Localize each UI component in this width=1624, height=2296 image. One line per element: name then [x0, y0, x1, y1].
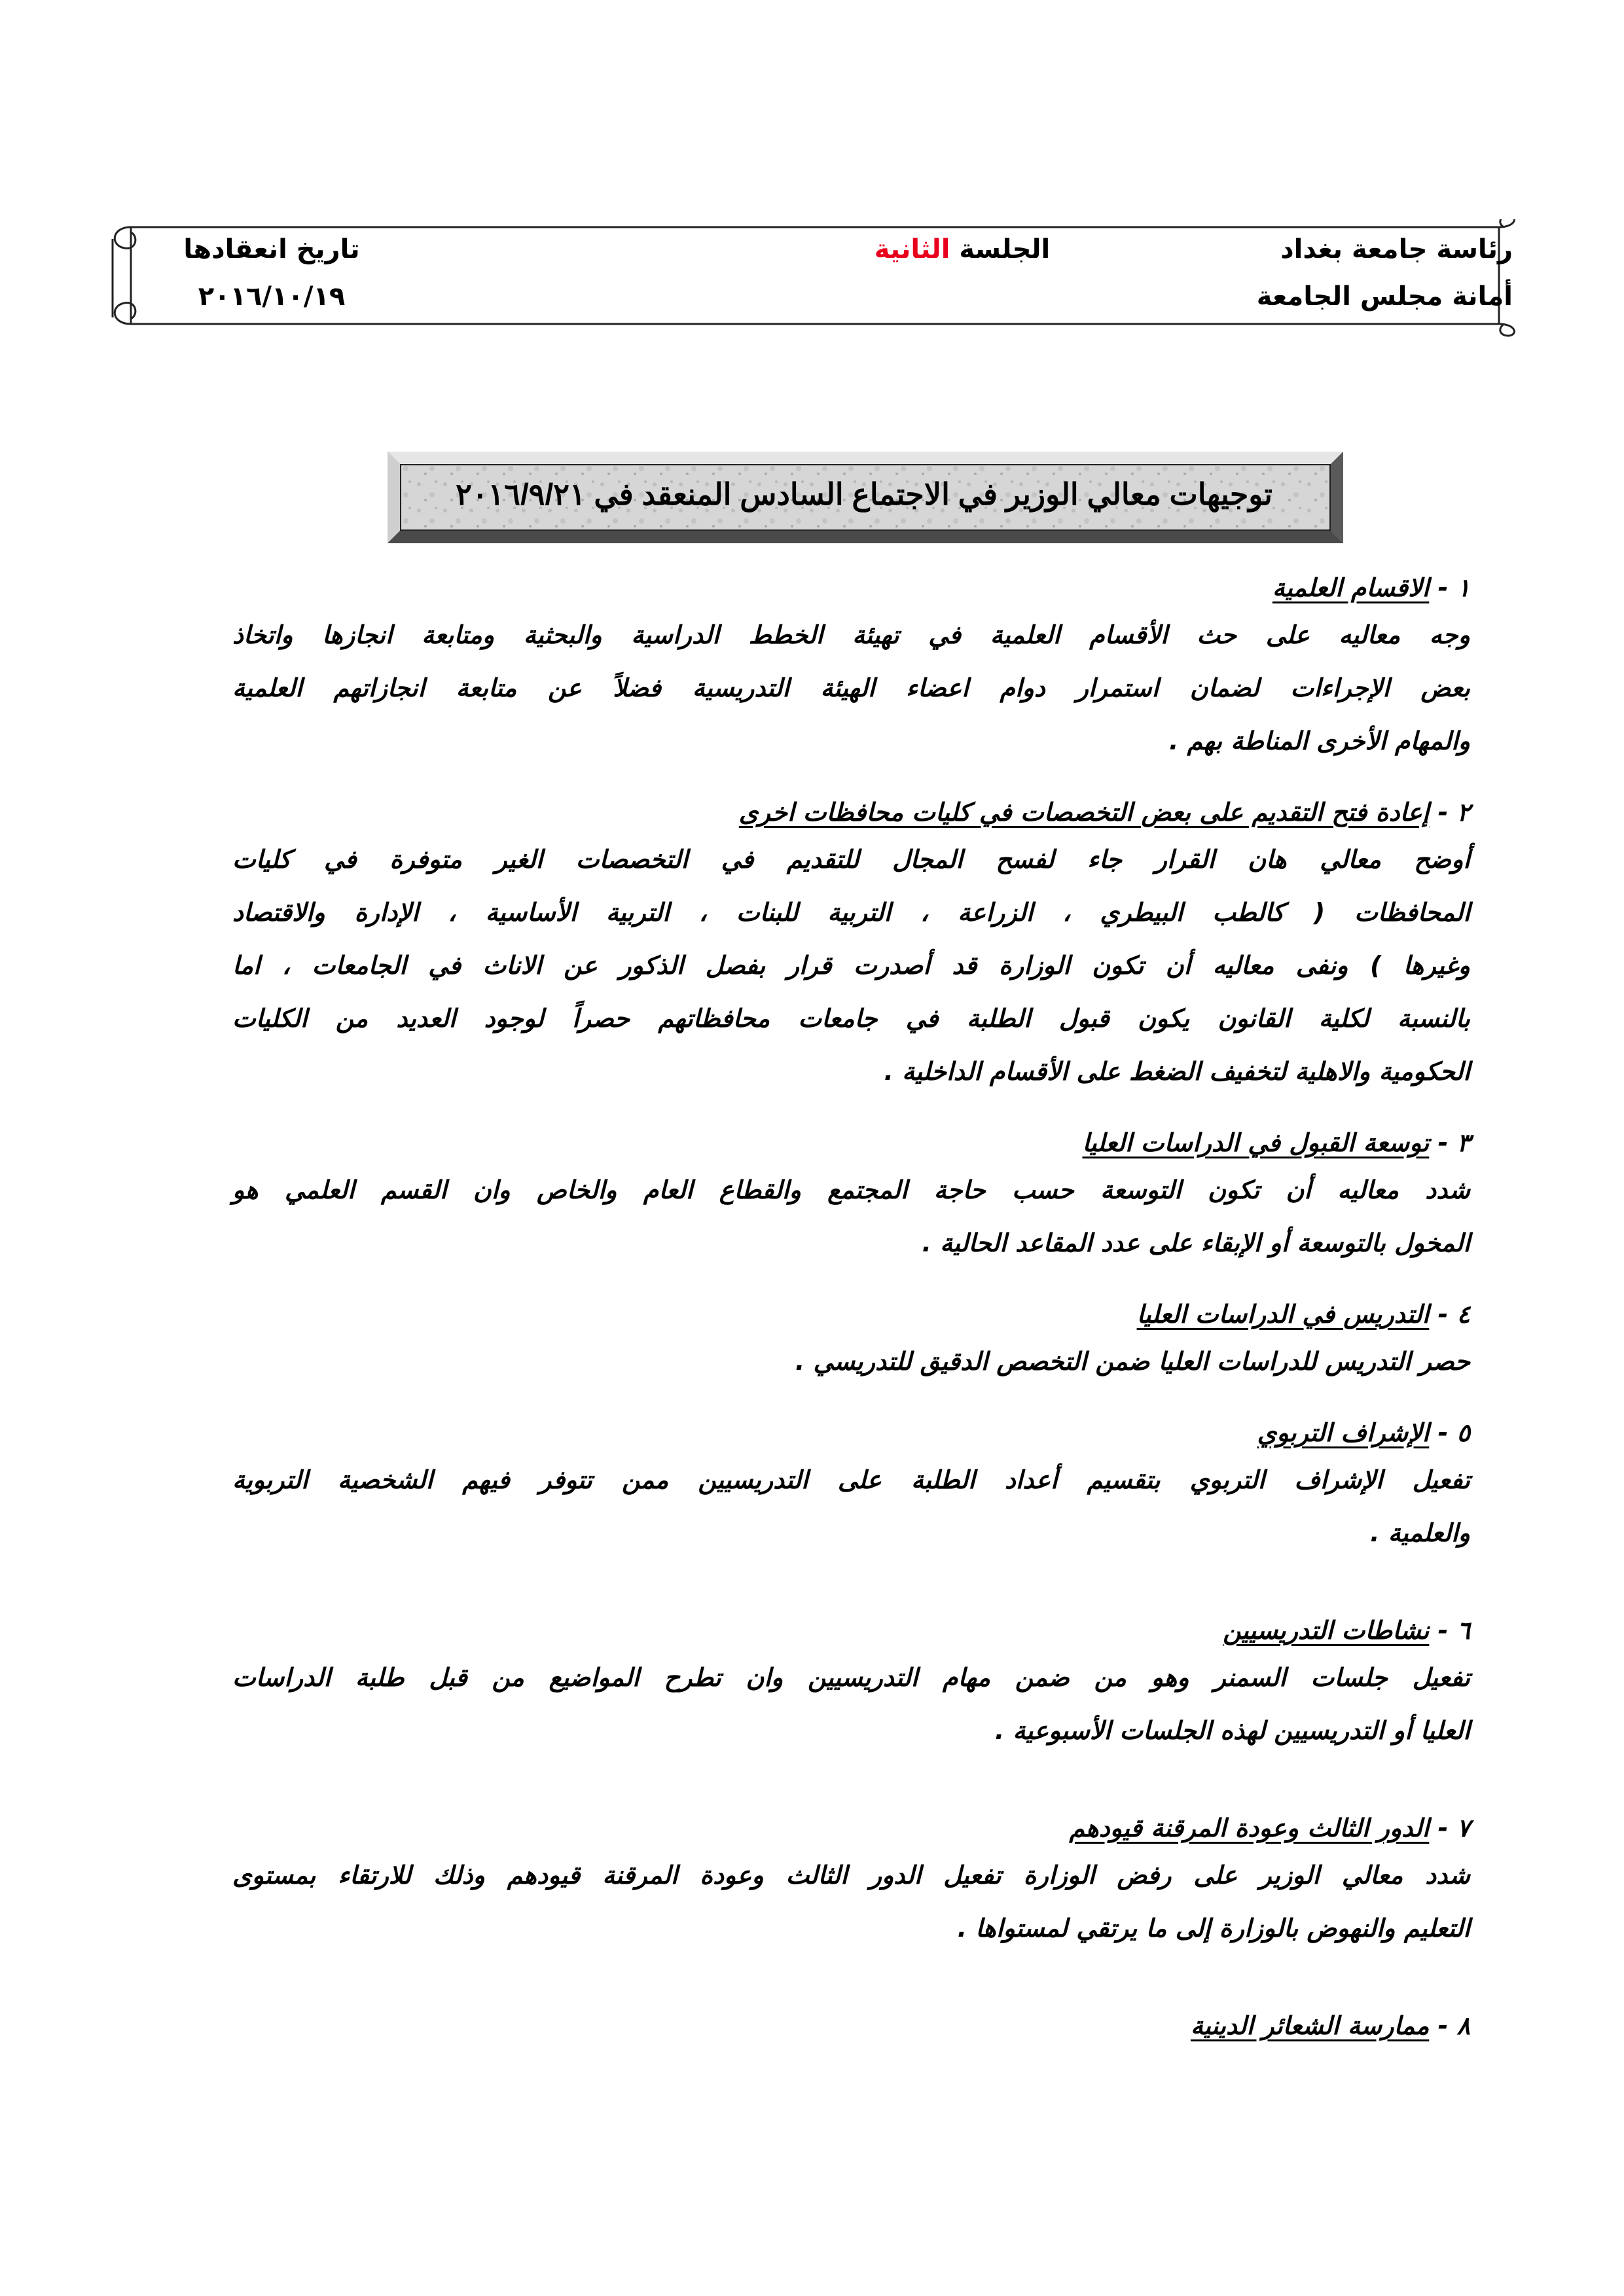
body-line: المخول بالتوسعة أو الإبقاء على عدد المقاعد الحالية .	[922, 1229, 1470, 1257]
body-line: بعض الإجراءات لضمان استمرار دوام اعضاء الهيئة التدريسية فضلاً عن متابعة انجازاتهم العلمية	[232, 673, 1470, 702]
body-line: العليا أو التدريسيين لهذه الجلسات الأسبوعية .	[994, 1716, 1470, 1745]
body-line: بالنسبة لكلية القانون يكون قبول الطلبة في جامعات محافظاتهم حصراً لوجود العديد من الكليات	[232, 1004, 1470, 1033]
session-word: الجلسة	[959, 234, 1051, 264]
section-4	[232, 1296, 1470, 1388]
section-body	[232, 1164, 1470, 1270]
section-8	[232, 2007, 1470, 2047]
body-line: تفعيل الإشراف التربوي بتقسيم أعداد الطلبة على التدريسيين ممن تتوفر فيهم الشخصية التربوية	[232, 1465, 1470, 1494]
section-title: نشاطات التدريسيين	[1223, 1616, 1430, 1645]
body-line: أوضح معالي هان القرار جاء لفسح المجال للتقديم في التخصصات الغير متوفرة في كليات	[232, 845, 1470, 874]
body-line: تفعيل جلسات السمنر وهو من ضمن مهام التدريسيين وان تطرح المواضيع من قبل طلبة الدراسات	[232, 1663, 1470, 1692]
body-line: والعلمية .	[1370, 1518, 1470, 1547]
section-number: ٣ -	[1437, 1128, 1470, 1157]
section-1	[232, 569, 1470, 768]
section-title: ممارسة الشعائر الدينية	[1190, 2011, 1430, 2040]
section-6	[232, 1612, 1470, 1757]
section-number: ٤ -	[1437, 1300, 1470, 1329]
section-2	[232, 794, 1470, 1098]
body-line: حصر التدريس للدراسات العليا ضمن التخصص الدقيق للتدريسي .	[795, 1347, 1470, 1376]
section-title: الدور الثالث وعودة المرقنة قيودهم	[1069, 1814, 1430, 1842]
section-5	[232, 1414, 1470, 1560]
section-heading	[232, 2007, 1470, 2047]
section-number: ١ -	[1437, 573, 1470, 602]
page-title: توجيهات معالي الوزير في الاجتماع السادس المنعقد في ٢٠١٦/٩/٢١	[456, 477, 1272, 511]
session-label	[818, 234, 1106, 264]
section-body	[232, 833, 1470, 1098]
section-heading	[232, 1612, 1470, 1651]
section-heading	[232, 569, 1470, 609]
section-body	[232, 1651, 1470, 1757]
section-number: ٦ -	[1437, 1616, 1470, 1645]
section-heading	[232, 1414, 1470, 1454]
section-number: ٧ -	[1437, 1814, 1470, 1842]
body-line: المحافظات ( كالطب البيطري ، الزراعة ، التربية للبنات ، التربية الأساسية ، الإدارة والاقتصاد	[232, 898, 1470, 927]
section-number: ٨ -	[1437, 2011, 1470, 2040]
section-heading	[232, 1124, 1470, 1164]
section-body	[232, 1454, 1470, 1560]
body-line: شدد معالي الوزير على رفض الوزارة تفعيل الدور الثالث وعودة المرقنة قيودهم وذلك للارتقاء بمستوى	[232, 1861, 1470, 1890]
section-body	[232, 609, 1470, 768]
section-body	[232, 1335, 1470, 1388]
section-heading	[232, 794, 1470, 833]
body-line: شدد معاليه أن تكون التوسعة حسب حاجة المجتمع والقطاع العام والخاص وان القسم العلمي هو	[232, 1175, 1470, 1204]
body-line: والمهام الأخرى المناطة بهم .	[1168, 726, 1470, 755]
section-heading	[232, 1296, 1470, 1335]
date-label: تاريخ انعقادها	[183, 234, 360, 264]
section-7	[232, 1810, 1470, 1955]
section-number: ٥ -	[1437, 1418, 1470, 1447]
section-number: ٢ -	[1437, 798, 1470, 827]
section-title: الاقسام العلمية	[1272, 573, 1430, 602]
university-presidency: رئاسة جامعة بغداد	[1280, 234, 1513, 264]
council-secretariat: أمانة مجلس الجامعة	[1256, 281, 1513, 312]
section-title: توسعة القبول في الدراسات العليا	[1082, 1128, 1430, 1157]
directives-list	[232, 569, 1470, 2047]
body-line: الحكومية والاهلية لتخفيف الضغط على الأقسام الداخلية .	[884, 1057, 1470, 1086]
body-line: التعليم والنهوض بالوزارة إلى ما يرتقي لمستواها .	[957, 1914, 1470, 1943]
section-title: الإشراف التربوي	[1257, 1418, 1430, 1447]
section-title: إعادة فتح التقديم على بعض التخصصات في كليات محافظات اخرى	[738, 798, 1430, 827]
body-line: وغيرها ) ونفى معاليه أن تكون الوزارة قد أصدرت قرار بفصل الذكور عن الاناث في الجامعات ، اما	[232, 951, 1471, 980]
section-heading	[232, 1810, 1470, 1849]
section-3	[232, 1124, 1470, 1270]
date-value: ٢٠١٦/١٠/١٩	[198, 281, 346, 312]
section-body	[232, 1849, 1470, 1955]
body-line: وجه معاليه على حث الأقسام العلمية في تهيئة الخطط الدراسية والبحثية ومتابعة انجازها واتخاذ	[232, 620, 1470, 649]
section-title: التدريس في الدراسات العليا	[1136, 1300, 1430, 1329]
session-ordinal: الثانية	[874, 234, 950, 264]
